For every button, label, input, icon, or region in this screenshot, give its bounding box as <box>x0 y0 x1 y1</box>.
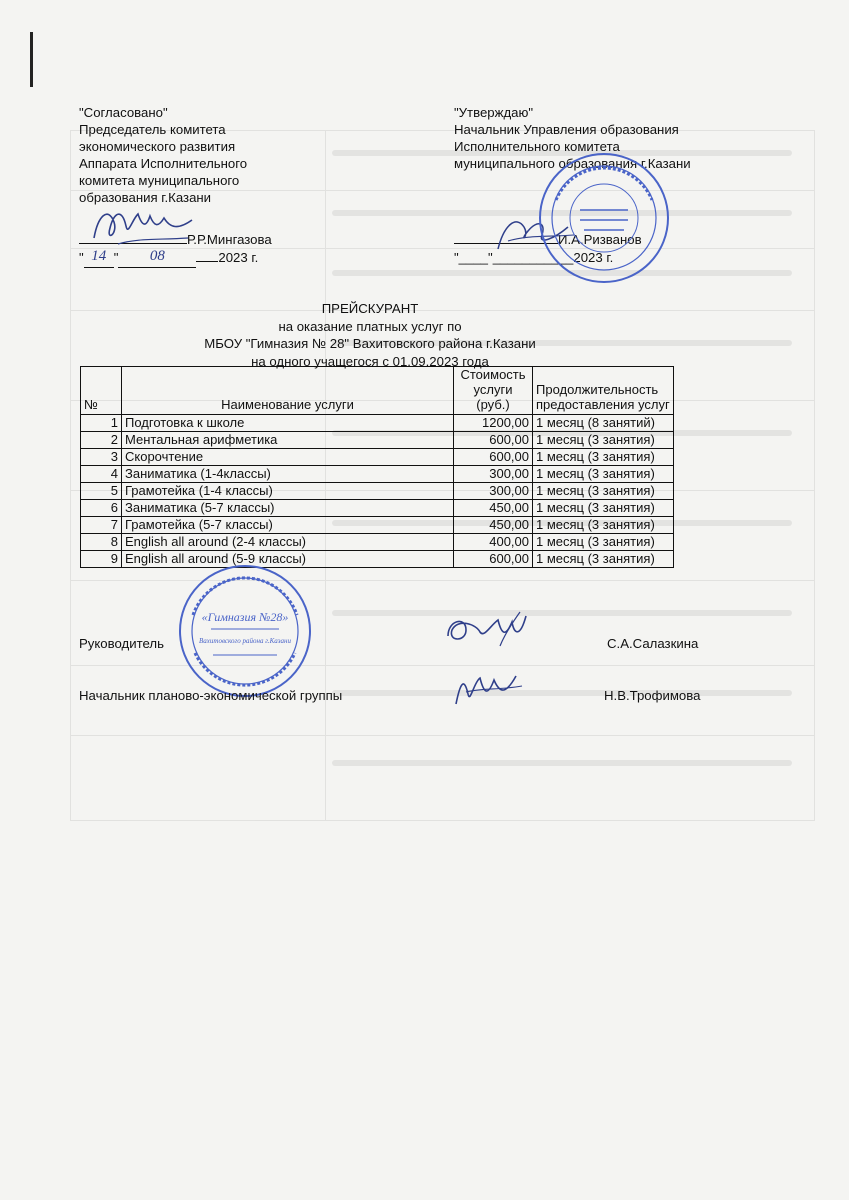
row-service: Скорочтение <box>122 449 454 466</box>
stamp-district: Вахитовского района г.Казани <box>199 637 291 645</box>
approved-line: муниципального образования г.Казани <box>454 156 691 171</box>
approved-line: Исполнительного комитета <box>454 139 620 154</box>
school-round-stamp <box>177 563 313 699</box>
margin-pen-mark <box>30 32 33 87</box>
row-number: 7 <box>81 517 122 534</box>
row-service: Заниматика (5-7 классы) <box>122 500 454 517</box>
row-duration: 1 месяц (3 занятия) <box>533 449 674 466</box>
planning-name: Н.В.Трофимова <box>604 688 701 703</box>
approved-signatory: И.А.Ризванов <box>558 232 642 247</box>
director-name: С.А.Салазкина <box>607 636 699 651</box>
row-cost: 400,00 <box>454 534 533 551</box>
row-number: 8 <box>81 534 122 551</box>
row-cost: 1200,00 <box>454 415 533 432</box>
stamp-school-name: «Гимназия №28» <box>201 610 289 624</box>
row-number: 1 <box>81 415 122 432</box>
row-duration: 1 месяц (8 занятий) <box>533 415 674 432</box>
table-row <box>81 449 674 466</box>
title-heading: ПРЕЙСКУРАНТ <box>321 301 419 316</box>
row-number: 5 <box>81 483 122 500</box>
director-handwritten-signature <box>440 606 530 656</box>
document-title <box>160 300 580 370</box>
row-service: English all around (5-9 классы) <box>122 551 454 568</box>
table-row <box>81 500 674 517</box>
header-cost: Стоимость услуги (руб.) <box>454 367 533 415</box>
row-cost: 600,00 <box>454 551 533 568</box>
approved-line: Начальник Управления образования <box>454 122 679 137</box>
agreed-line: Аппарата Исполнительного <box>79 156 248 171</box>
table-row <box>81 534 674 551</box>
row-number: 2 <box>81 432 122 449</box>
row-service: Заниматика (1-4классы) <box>122 466 454 483</box>
table-row <box>81 432 674 449</box>
agreed-date-year: 2023 г. <box>218 250 259 265</box>
approved-heading: "Утверждаю" <box>454 105 534 120</box>
row-duration: 1 месяц (3 занятия) <box>533 432 674 449</box>
row-service: Подготовка к школе <box>122 415 454 432</box>
agreed-line: Председатель комитета <box>79 122 226 137</box>
table-row <box>81 551 674 568</box>
table-row <box>81 466 674 483</box>
title-line-2: МБОУ "Гимназия № 28" Вахитовского района г.Казани <box>204 336 536 351</box>
row-service: Грамотейка (1-4 классы) <box>122 483 454 500</box>
title-line-1: на оказание платных услуг по <box>278 318 462 334</box>
agreed-line: образования г.Казани <box>79 190 212 205</box>
row-cost: 600,00 <box>454 432 533 449</box>
agreed-signatory: Р.Р.Мингазова <box>187 232 272 247</box>
header-duration: Продолжительность предоставления услуг <box>533 367 674 415</box>
row-duration: 1 месяц (3 занятия) <box>533 500 674 517</box>
header-service-name: Наименование услуги <box>122 367 454 415</box>
row-service: English all around (2-4 классы) <box>122 534 454 551</box>
row-cost: 300,00 <box>454 466 533 483</box>
agreed-block <box>79 104 247 206</box>
row-cost: 300,00 <box>454 483 533 500</box>
row-cost: 450,00 <box>454 500 533 517</box>
planning-handwritten-signature <box>446 664 526 714</box>
planning-role: Начальник планово-экономической группы <box>79 688 343 703</box>
table-row <box>81 483 674 500</box>
agreed-date-line: " 14 " 08 2023 г. <box>79 250 258 268</box>
price-table <box>80 366 674 568</box>
row-service: Ментальная арифметика <box>122 432 454 449</box>
row-number: 9 <box>81 551 122 568</box>
table-row <box>81 517 674 534</box>
row-duration: 1 месяц (3 занятия) <box>533 483 674 500</box>
row-duration: 1 месяц (3 занятия) <box>533 551 674 568</box>
row-cost: 450,00 <box>454 517 533 534</box>
table-header-row <box>81 367 674 415</box>
row-number: 6 <box>81 500 122 517</box>
row-duration: 1 месяц (3 занятия) <box>533 517 674 534</box>
agreed-line: комитета муниципального <box>79 173 240 188</box>
approval-round-stamp <box>536 150 672 286</box>
row-duration: 1 месяц (3 занятия) <box>533 534 674 551</box>
row-service: Грамотейка (5-7 классы) <box>122 517 454 534</box>
agreed-heading: "Согласовано" <box>79 105 168 120</box>
agreed-date-month: 08 <box>149 248 165 264</box>
approved-date-line: "____"___________2023 г. <box>454 250 614 265</box>
row-cost: 600,00 <box>454 449 533 466</box>
table-row <box>81 415 674 432</box>
director-role: Руководитель <box>79 636 164 651</box>
agreed-handwritten-signature <box>88 198 198 256</box>
row-number: 4 <box>81 466 122 483</box>
row-duration: 1 месяц (3 занятия) <box>533 466 674 483</box>
title-line-3: на одного учащегося с 01.09.2023 года <box>251 353 489 369</box>
header-number: № <box>81 367 122 415</box>
agreed-date-day: 14 <box>91 248 107 264</box>
agreed-line: экономического развития <box>79 139 236 154</box>
row-number: 3 <box>81 449 122 466</box>
